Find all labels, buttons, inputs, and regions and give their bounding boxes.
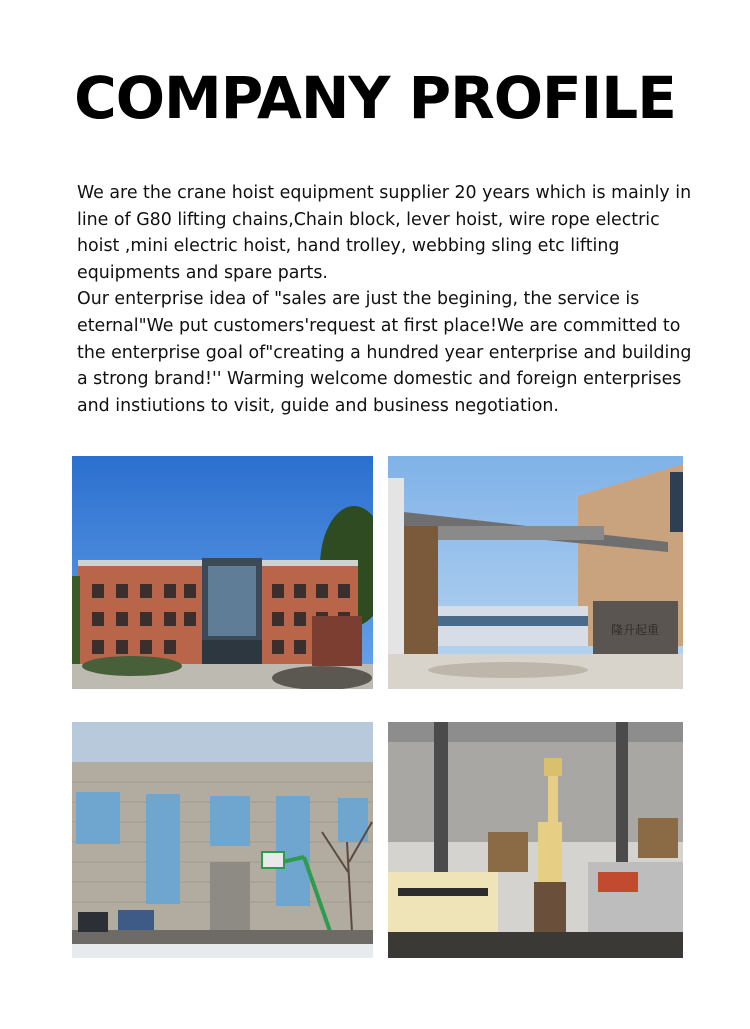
- page-title: COMPANY PROFILE: [74, 64, 676, 132]
- workshop-exterior-photo: [72, 722, 373, 958]
- office-building-photo: [72, 456, 373, 689]
- profile-paragraph-2: Our enterprise idea of "sales are just the begining, the service is eternal"We put customers'request at first place!We are committed to the enterprise goal of"creating a hundred year enterprise and building a strong brand!'' Warming welcome domestic and foreign enterprises and instiutions to visit, guide and business negotiation.: [77, 289, 692, 416]
- workshop-interior-photo: [388, 722, 683, 958]
- profile-text: [77, 180, 702, 419]
- stone-sign-text: 隆升起重: [610, 623, 660, 637]
- profile-paragraph-1: We are the crane hoist equipment supplier 20 years which is mainly in line of G80 lifting chains,Chain block, lever hoist, wire rope electric hoist ,mini electric hoist, hand trolley, webbing sling etc lifting equipments and spare parts.: [77, 183, 692, 283]
- factory-entrance-photo: [388, 456, 683, 689]
